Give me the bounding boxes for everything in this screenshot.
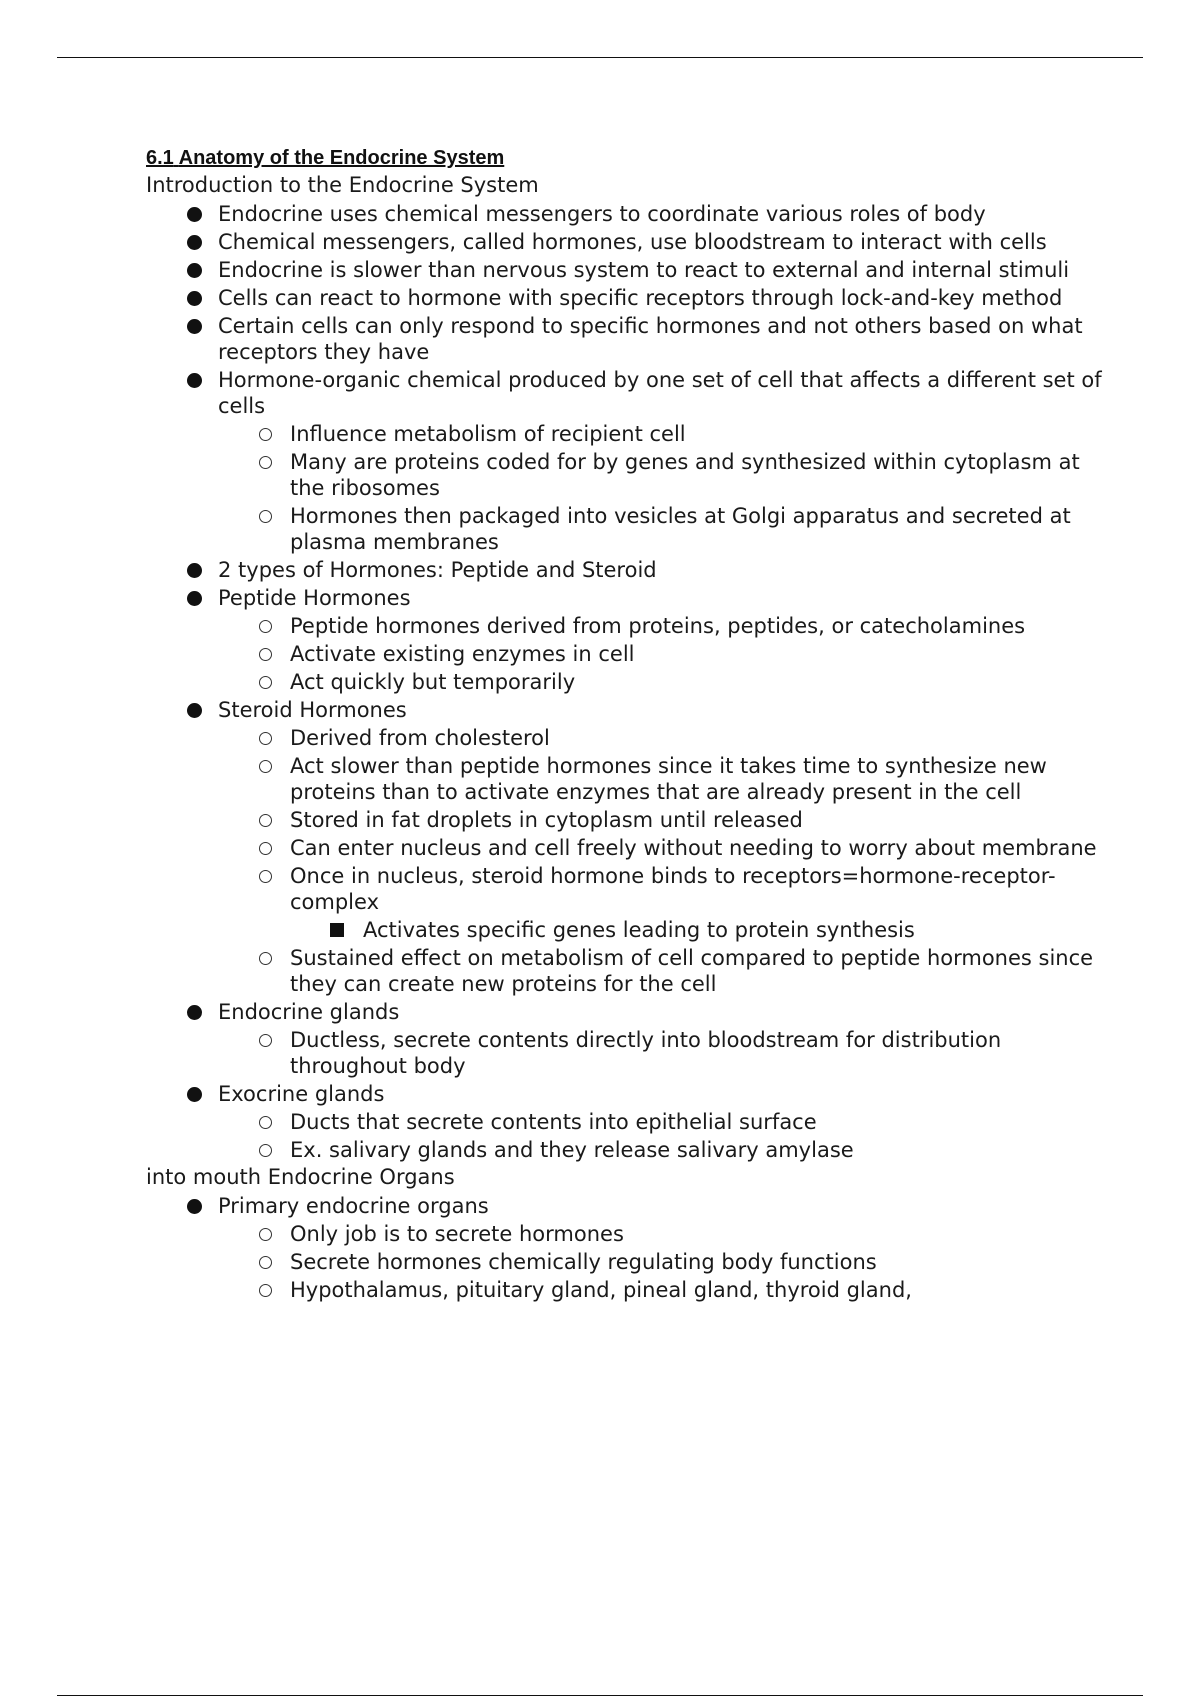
bullet-circle-icon [255, 1221, 275, 1247]
bullet-circle-icon-shape [259, 842, 272, 855]
bullet-circle-icon [255, 835, 275, 861]
list-item [146, 285, 1106, 311]
list-item-text: Endocrine is slower than nervous system to react to external and internal stimuli [218, 258, 1070, 282]
bullet-circle-icon [255, 725, 275, 751]
list-item-text: Derived from cholesterol [290, 726, 550, 750]
bullet-disc-icon [184, 557, 204, 583]
list-item-text: Hormones then packaged into vesicles at Golgi apparatus and secreted at plasma membranes [290, 504, 1071, 554]
continuation-line: into mouth Endocrine Organs [146, 1165, 455, 1189]
bullet-circle-icon-shape [259, 870, 272, 883]
bullet-circle-icon [255, 421, 275, 447]
list-item-text: Ductless, secrete contents directly into bloodstream for distribution throughout body [290, 1028, 1002, 1078]
bullet-disc-icon [184, 201, 204, 227]
bullet-list [146, 201, 1106, 1163]
bullet-disc-icon [184, 229, 204, 255]
list-item [146, 697, 1106, 723]
list-item-text: Many are proteins coded for by genes and synthesized within cytoplasm at the ribosomes [290, 450, 1080, 500]
list-item-text: Sustained effect on metabolism of cell compared to peptide hormones since they can create new proteins for the cell [290, 946, 1094, 996]
bullet-circle-icon-shape [259, 648, 272, 661]
list-item-text: Once in nucleus, steroid hormone binds to receptors=hormone-receptor-complex [290, 864, 1056, 914]
bullet-circle-icon [255, 863, 275, 889]
bullet-disc-icon [184, 1193, 204, 1219]
bullet-circle-icon-shape [259, 1284, 272, 1297]
list-item-text: Activate existing enzymes in cell [290, 642, 635, 666]
list-item [146, 917, 1106, 943]
list-item [146, 557, 1106, 583]
bullet-disc-icon [184, 697, 204, 723]
bullet-disc-icon-shape [187, 1005, 202, 1020]
bullet-circle-icon [255, 945, 275, 971]
list-item-text: Certain cells can only respond to specific hormones and not others based on what receptors they have [218, 314, 1083, 364]
section-number: 6.1 [146, 147, 174, 169]
bullet-disc-icon-shape [187, 263, 202, 278]
list-item-text: Act slower than peptide hormones since it takes time to synthesize new proteins than to activate enzymes that are already present in the cell [290, 754, 1047, 804]
bullet-disc-icon-shape [187, 291, 202, 306]
list-item-text: Only job is to secrete hormones [290, 1222, 624, 1246]
bullet-circle-icon [255, 753, 275, 779]
section-heading [146, 145, 1106, 171]
list-item [146, 367, 1106, 419]
bullet-disc-icon [184, 313, 204, 339]
list-item-text: Endocrine glands [218, 1000, 400, 1024]
list-item [146, 669, 1106, 695]
bullet-disc-icon-shape [187, 563, 202, 578]
header-rule [57, 57, 1143, 58]
list-item [146, 257, 1106, 283]
bullet-circle-icon-shape [259, 456, 272, 469]
list-item [146, 1193, 1106, 1219]
bullet-circle-icon [255, 807, 275, 833]
list-item [146, 1081, 1106, 1107]
list-item [146, 1137, 1106, 1163]
list-item [146, 503, 1106, 555]
list-item [146, 835, 1106, 861]
bullet-circle-icon-shape [259, 620, 272, 633]
bullet-disc-icon-shape [187, 319, 202, 334]
bullet-circle-icon-shape [259, 1116, 272, 1129]
bullet-circle-icon [255, 641, 275, 667]
bullet-disc-icon-shape [187, 373, 202, 388]
bullet-circle-icon [255, 1109, 275, 1135]
list-item-text: Can enter nucleus and cell freely without needing to worry about membrane [290, 836, 1097, 860]
list-item-text: Ex. salivary glands and they release salivary amylase [290, 1138, 854, 1162]
list-item [146, 201, 1106, 227]
bullet-disc-icon-shape [187, 1199, 202, 1214]
list-item-text: Steroid Hormones [218, 698, 407, 722]
bullet-circle-icon-shape [259, 952, 272, 965]
bullet-circle-icon-shape [259, 1144, 272, 1157]
bullet-circle-icon [255, 613, 275, 639]
bullet-circle-icon-shape [259, 732, 272, 745]
list-item-text: Act quickly but temporarily [290, 670, 576, 694]
bullet-disc-icon-shape [187, 235, 202, 250]
list-item [146, 807, 1106, 833]
list-item-text: Primary endocrine organs [218, 1194, 489, 1218]
bullet-circle-icon [255, 1137, 275, 1163]
list-item [146, 613, 1106, 639]
list-item-text: Cells can react to hormone with specific receptors through lock-and-key method [218, 286, 1063, 310]
bullet-disc-icon-shape [187, 591, 202, 606]
bullet-disc-icon [184, 999, 204, 1025]
bullet-circle-icon-shape [259, 428, 272, 441]
list-item-text: Ducts that secrete contents into epithelial surface [290, 1110, 817, 1134]
bullet-disc-icon [184, 367, 204, 393]
list-item [146, 585, 1106, 611]
bullet-circle-icon [255, 449, 275, 475]
bullet-square-icon [327, 917, 347, 943]
bullet-circle-icon-shape [259, 1228, 272, 1241]
list-item [146, 945, 1106, 997]
bullet-list [146, 1193, 1106, 1303]
list-item-text: Hormone-organic chemical produced by one set of cell that affects a different set of cells [218, 368, 1102, 418]
bullet-circle-icon-shape [259, 1034, 272, 1047]
list-item [146, 999, 1106, 1025]
list-item [146, 1249, 1106, 1275]
list-item-text: Secrete hormones chemically regulating body functions [290, 1250, 877, 1274]
list-item-text: Peptide hormones derived from proteins, peptides, or catecholamines [290, 614, 1026, 638]
bullet-disc-icon-shape [187, 207, 202, 222]
bullet-disc-icon-shape [187, 1087, 202, 1102]
bullet-circle-icon [255, 1249, 275, 1275]
bullet-circle-icon-shape [259, 760, 272, 773]
bullet-circle-icon [255, 1277, 275, 1303]
list-item [146, 229, 1106, 255]
list-item-text: Endocrine uses chemical messengers to coordinate various roles of body [218, 202, 986, 226]
list-item-text: Peptide Hormones [218, 586, 411, 610]
bullet-disc-icon [184, 1081, 204, 1107]
bullet-circle-icon-shape [259, 1256, 272, 1269]
list-item [146, 753, 1106, 805]
list-item-text: Exocrine glands [218, 1082, 385, 1106]
bullet-circle-icon [255, 503, 275, 529]
list-item-text: Stored in fat droplets in cytoplasm until released [290, 808, 803, 832]
list-item [146, 313, 1106, 365]
bullet-circle-icon [255, 1027, 275, 1053]
footer-rule [57, 1695, 1143, 1696]
bullet-circle-icon-shape [259, 676, 272, 689]
bullet-disc-icon-shape [187, 703, 202, 718]
intro-line: Introduction to the Endocrine System [146, 173, 539, 197]
list-item [146, 725, 1106, 751]
list-item-text: Chemical messengers, called hormones, use bloodstream to interact with cells [218, 230, 1047, 254]
section-title: Anatomy of the Endocrine System [178, 147, 505, 169]
list-item-text: 2 types of Hormones: Peptide and Steroid [218, 558, 657, 582]
bullet-disc-icon [184, 585, 204, 611]
bullet-circle-icon-shape [259, 814, 272, 827]
list-item [146, 641, 1106, 667]
document-body [146, 145, 1106, 1303]
list-item [146, 863, 1106, 915]
list-item [146, 1109, 1106, 1135]
bullet-circle-icon [255, 669, 275, 695]
list-item-text: Influence metabolism of recipient cell [290, 422, 686, 446]
bullet-square-icon-shape [330, 923, 344, 937]
bullet-disc-icon [184, 285, 204, 311]
list-item-text: Hypothalamus, pituitary gland, pineal gland, thyroid gland, [290, 1278, 912, 1302]
bullet-circle-icon-shape [259, 510, 272, 523]
list-item-text: Activates specific genes leading to protein synthesis [363, 918, 915, 942]
list-item [146, 1221, 1106, 1247]
list-item [146, 421, 1106, 447]
list-item [146, 449, 1106, 501]
list-item [146, 1027, 1106, 1079]
bullet-disc-icon [184, 257, 204, 283]
list-item [146, 1277, 1106, 1303]
